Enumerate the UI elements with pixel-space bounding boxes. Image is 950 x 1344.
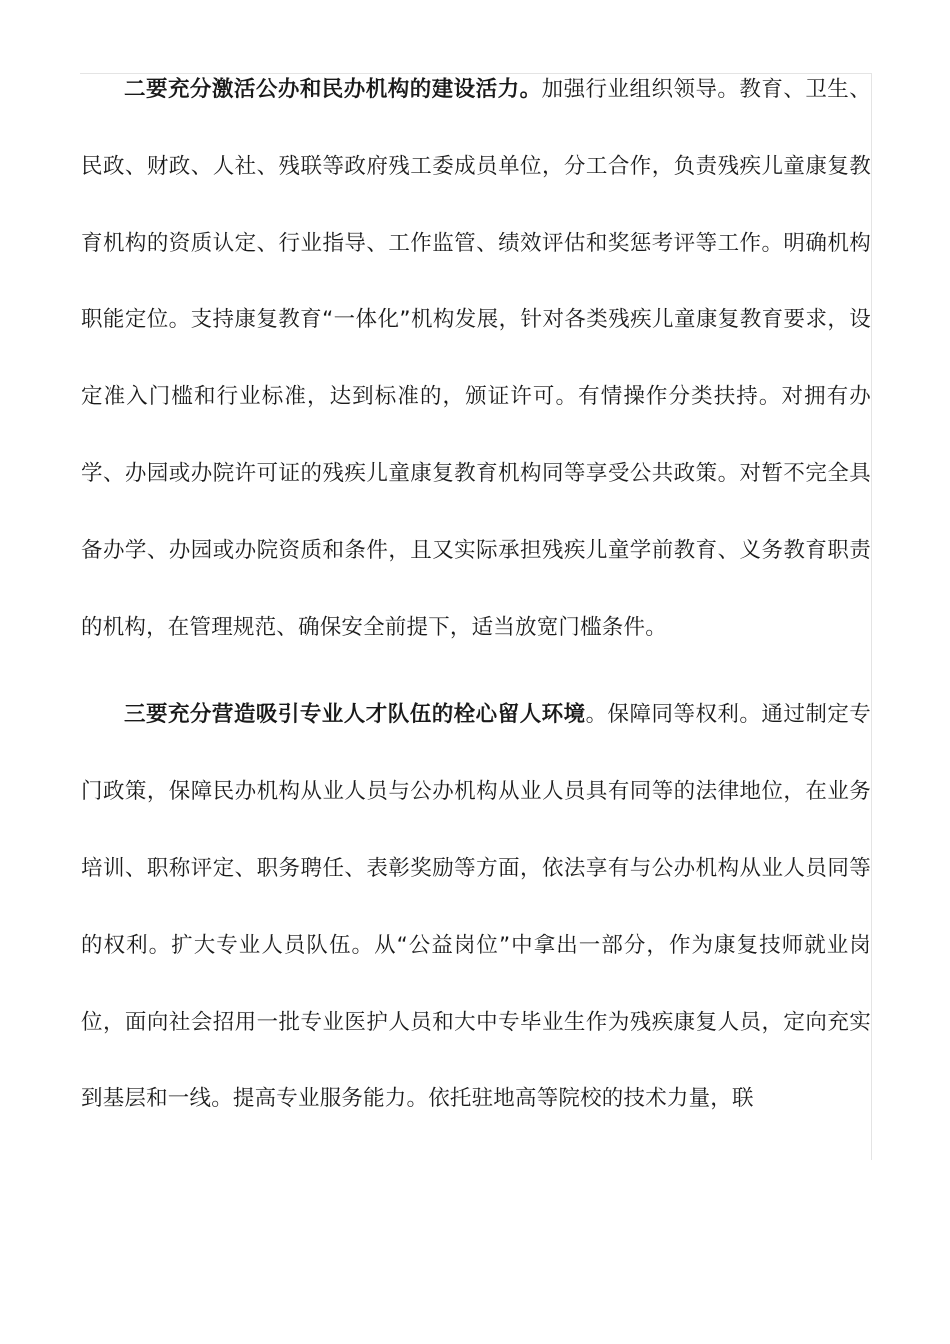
document-body bbox=[81, 52, 871, 1138]
paragraph-3 bbox=[81, 677, 871, 1138]
paragraph-3-lead: 三要充分营造吸引专业人才队伍的栓心留人环境 bbox=[124, 702, 586, 728]
paragraph-2 bbox=[81, 52, 871, 666]
paragraph-2-body: 加强行业组织领导。教育、卫生、民政、财政、人社、残联等政府残工委成员单位，分工合作，负责残疾儿童康复教育机构的资质认定、行业指导、工作监管、绩效评估和奖惩考评等工作。明确机构职能定位。支持康复教育“一体化”机构发展，针对各类残疾儿童康复教育要求，设定准入门槛和行业标准，达到标准的，颁证许可。有情操作分类扶持。对拥有办学、办园或办院许可证的残疾儿童康复教育机构同等享受公共政策。对暂不完全具备办学、办园或办院资质和条件，且又实际承担残疾儿童学前教育、义务教育职责的机构，在管理规范、确保安全前提下，适当放宽门槛条件。 bbox=[81, 77, 871, 640]
page-frame-right-line bbox=[871, 73, 872, 1160]
paragraph-3-body: 。保障同等权利。通过制定专门政策，保障民办机构从业人员与公办机构从业人员具有同等的法律地位，在业务培训、职称评定、职务聘任、表彰奖励等方面，依法享有与公办机构从业人员同等的权利。扩大专业人员队伍。从“公益岗位”中拿出一部分，作为康复技师就业岗位，面向社会招用一批专业医护人员和大中专毕业生作为残疾康复人员，定向充实到基层和一线。提高专业服务能力。依托驻地高等院校的技术力量，联 bbox=[81, 702, 872, 1112]
paragraph-2-lead: 二要充分激活公办和民办机构的建设活力。 bbox=[124, 77, 542, 102]
